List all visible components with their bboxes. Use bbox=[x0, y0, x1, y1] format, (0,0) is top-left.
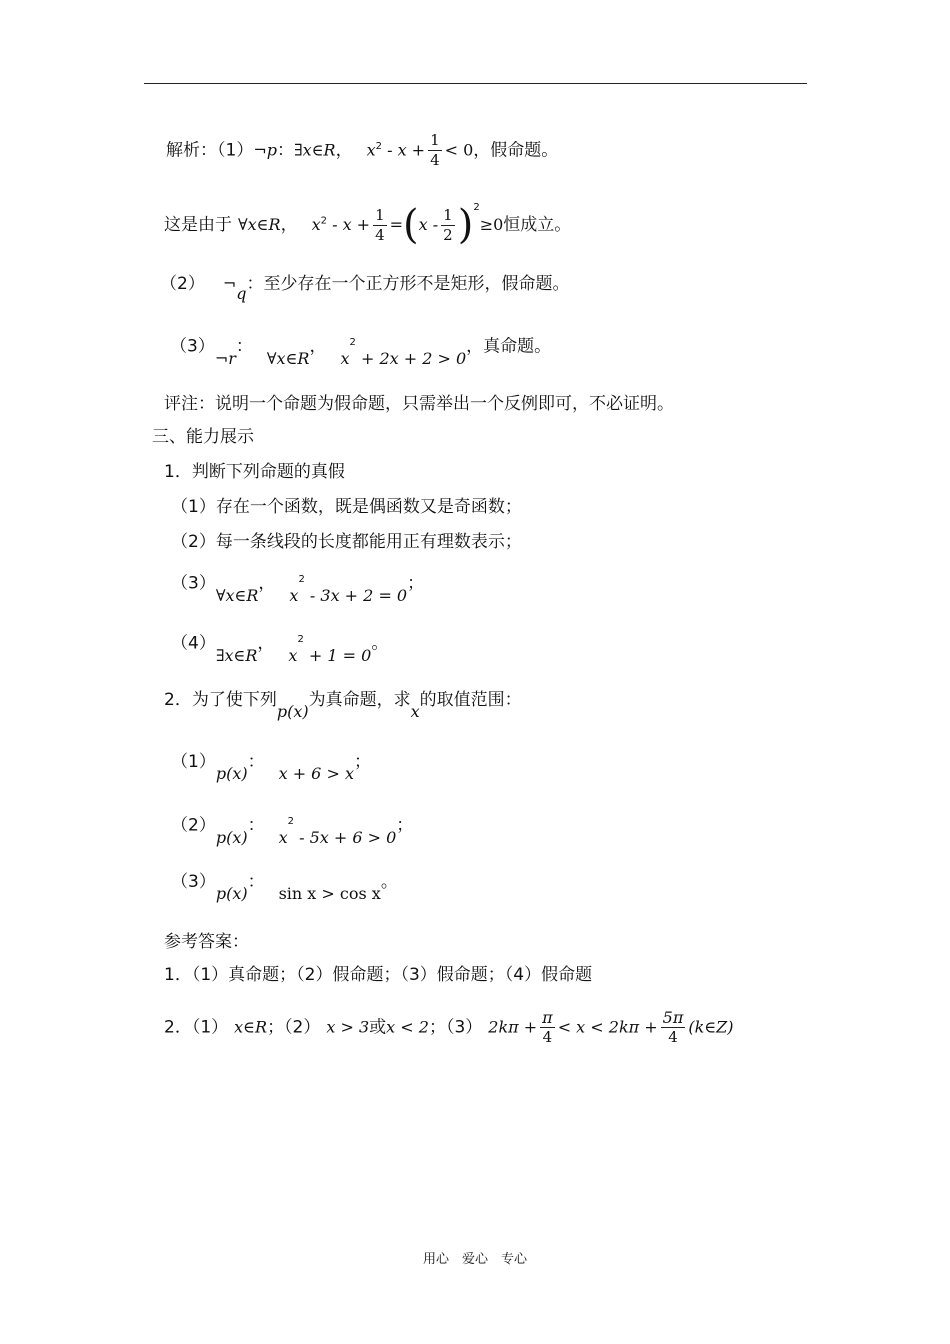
math-sup: 2 bbox=[473, 202, 480, 213]
separator: ， bbox=[280, 215, 298, 235]
tail: ，假命题。 bbox=[473, 140, 559, 161]
text: 为真命题，求 bbox=[308, 690, 411, 710]
math-expr: sin x > cos x bbox=[278, 884, 381, 903]
colon: ： bbox=[276, 140, 294, 161]
math-px: p(x) bbox=[276, 702, 309, 721]
math-expr: x bbox=[311, 215, 321, 234]
colon: ： bbox=[247, 752, 265, 772]
math-quantifier: ∃x∈R bbox=[293, 140, 336, 160]
math-expr: (k∈Z) bbox=[688, 1017, 734, 1037]
math-sup: 2 bbox=[320, 215, 327, 227]
prefix: （2） bbox=[160, 274, 205, 294]
math-expr: - 3x + 2 = 0 bbox=[304, 585, 408, 605]
tail: 。 bbox=[380, 872, 398, 892]
math-sup: 2 bbox=[297, 634, 304, 645]
math-expr: x bbox=[288, 645, 298, 665]
denominator: 4 bbox=[375, 225, 385, 244]
or-text: 或 bbox=[369, 1017, 387, 1038]
text: 2．为了使下列 bbox=[164, 690, 277, 710]
math-expr: x bbox=[289, 585, 299, 605]
answer-2 bbox=[164, 1008, 734, 1047]
math-quantifier: ∀x∈R bbox=[266, 348, 310, 368]
prefix: （3） bbox=[170, 336, 215, 357]
tail: ； bbox=[396, 815, 414, 836]
separator: ；（3） bbox=[428, 1017, 483, 1038]
neg-symbol: ¬ bbox=[214, 348, 229, 368]
math-expr: + 2x + 2 > 0 bbox=[355, 348, 467, 368]
colon: ： bbox=[247, 872, 265, 892]
math-expr: x∈R bbox=[234, 1017, 268, 1037]
question-1-title: 1．判断下列命题的真假 bbox=[164, 462, 345, 482]
analysis-line-1 bbox=[166, 131, 558, 170]
separator: ， bbox=[335, 140, 353, 161]
answers-title: 参考答案： bbox=[164, 932, 249, 952]
neg-symbol: ¬ bbox=[253, 140, 267, 160]
denominator: 4 bbox=[430, 151, 440, 169]
fraction bbox=[540, 1008, 555, 1047]
tail: ； bbox=[407, 573, 425, 594]
fraction bbox=[661, 1008, 686, 1047]
analysis-line-4 bbox=[170, 331, 552, 368]
math-px: p(x) bbox=[215, 827, 248, 847]
question-2-item-2 bbox=[171, 810, 414, 847]
math-expr: x bbox=[366, 140, 376, 160]
numerator: 5π bbox=[662, 1008, 684, 1027]
math-sup: 2 bbox=[349, 337, 356, 348]
tail: 恒成立。 bbox=[503, 215, 572, 235]
denominator: 2 bbox=[443, 225, 453, 244]
math-px: p(x) bbox=[215, 764, 248, 783]
header-rule bbox=[144, 83, 807, 84]
math-var: q bbox=[236, 284, 247, 303]
equals: = bbox=[389, 215, 404, 234]
math-var: r bbox=[228, 348, 236, 368]
math-expr: ≥0 bbox=[479, 215, 504, 234]
prefix: （1） bbox=[171, 752, 216, 772]
section-heading: 三、能力展示 bbox=[152, 427, 254, 447]
math-sup: 2 bbox=[375, 140, 382, 152]
prefix: （3） bbox=[171, 573, 216, 594]
math-expr: x + 6 > x bbox=[278, 764, 354, 783]
footer: 用心 爱心 专心 bbox=[422, 1252, 527, 1267]
denominator: 4 bbox=[668, 1028, 678, 1046]
tail: ； bbox=[353, 752, 371, 772]
answer-1: 1．（1）真命题；（2）假命题；（3）假命题；（4）假命题 bbox=[164, 965, 593, 985]
text: 的取值范围： bbox=[419, 690, 522, 710]
math-expr: 2kπ + bbox=[488, 1017, 538, 1037]
math-quantifier: ∀x∈R bbox=[238, 215, 281, 234]
prefix: 这是由于 bbox=[164, 215, 232, 235]
math-expr: - 5x + 6 > 0 bbox=[293, 827, 397, 847]
math-expr: x < 2 bbox=[386, 1017, 429, 1037]
separator: ， bbox=[258, 573, 276, 594]
comment: 评注：说明一个命题为假命题，只需举出一个反例即可，不必证明。 bbox=[164, 394, 674, 414]
math-expr: < 0 bbox=[444, 140, 474, 160]
math-expr: - x + bbox=[326, 215, 371, 234]
tail: 。 bbox=[371, 633, 389, 654]
numerator: π bbox=[542, 1008, 553, 1027]
question-2-title bbox=[164, 688, 522, 721]
math-quantifier: ∃x∈R bbox=[215, 645, 258, 665]
neg-symbol: ¬ bbox=[222, 274, 237, 293]
question-2-item-3 bbox=[171, 870, 398, 903]
math-sup: 2 bbox=[298, 574, 305, 585]
prefix: （4） bbox=[171, 633, 216, 654]
prefix: 2．（1） bbox=[164, 1017, 229, 1038]
math-expr: x > 3 bbox=[326, 1017, 370, 1037]
separator: ， bbox=[257, 633, 275, 654]
math-sup: 2 bbox=[287, 816, 294, 827]
question-1-item-4 bbox=[171, 628, 389, 665]
fraction bbox=[373, 206, 387, 245]
question-1-item-3 bbox=[171, 568, 425, 605]
math-expr: - x + bbox=[381, 140, 426, 160]
math-expr: < x < 2kπ + bbox=[557, 1017, 658, 1037]
math-quantifier: ∀x∈R bbox=[215, 585, 259, 605]
numerator: 1 bbox=[375, 205, 385, 224]
math-expr: x - bbox=[418, 215, 439, 234]
fraction bbox=[428, 131, 442, 170]
question-2-item-1 bbox=[171, 750, 371, 783]
prefix: （2） bbox=[171, 815, 216, 836]
math-var: x bbox=[410, 702, 420, 721]
question-1-item-1: （1）存在一个函数，既是偶函数又是奇函数； bbox=[171, 497, 522, 517]
math-px: p(x) bbox=[215, 884, 248, 903]
numerator: 1 bbox=[443, 205, 453, 224]
math-var: p bbox=[266, 140, 277, 160]
analysis-line-2 bbox=[164, 196, 572, 248]
analysis-line-3 bbox=[160, 272, 570, 303]
right-paren: ) bbox=[457, 202, 474, 248]
numerator: 1 bbox=[430, 131, 440, 149]
tail: ，真命题。 bbox=[466, 336, 552, 357]
question-1-item-2: （2）每一条线段的长度都能用正有理数表示； bbox=[171, 532, 522, 552]
colon: ： bbox=[247, 815, 265, 836]
separator: ， bbox=[309, 336, 327, 357]
fraction bbox=[441, 206, 455, 245]
math-expr: x bbox=[278, 827, 288, 847]
prefix: 解析：（1） bbox=[166, 140, 254, 161]
math-expr: + 1 = 0 bbox=[303, 645, 372, 665]
left-paren: ( bbox=[403, 202, 419, 248]
prefix: （3） bbox=[171, 872, 216, 892]
math-expr: x bbox=[340, 348, 350, 368]
colon: ： bbox=[235, 336, 253, 357]
separator: ；（2） bbox=[267, 1017, 321, 1038]
denominator: 4 bbox=[542, 1028, 553, 1046]
text: ：至少存在一个正方形不是矩形，假命题。 bbox=[246, 274, 570, 294]
